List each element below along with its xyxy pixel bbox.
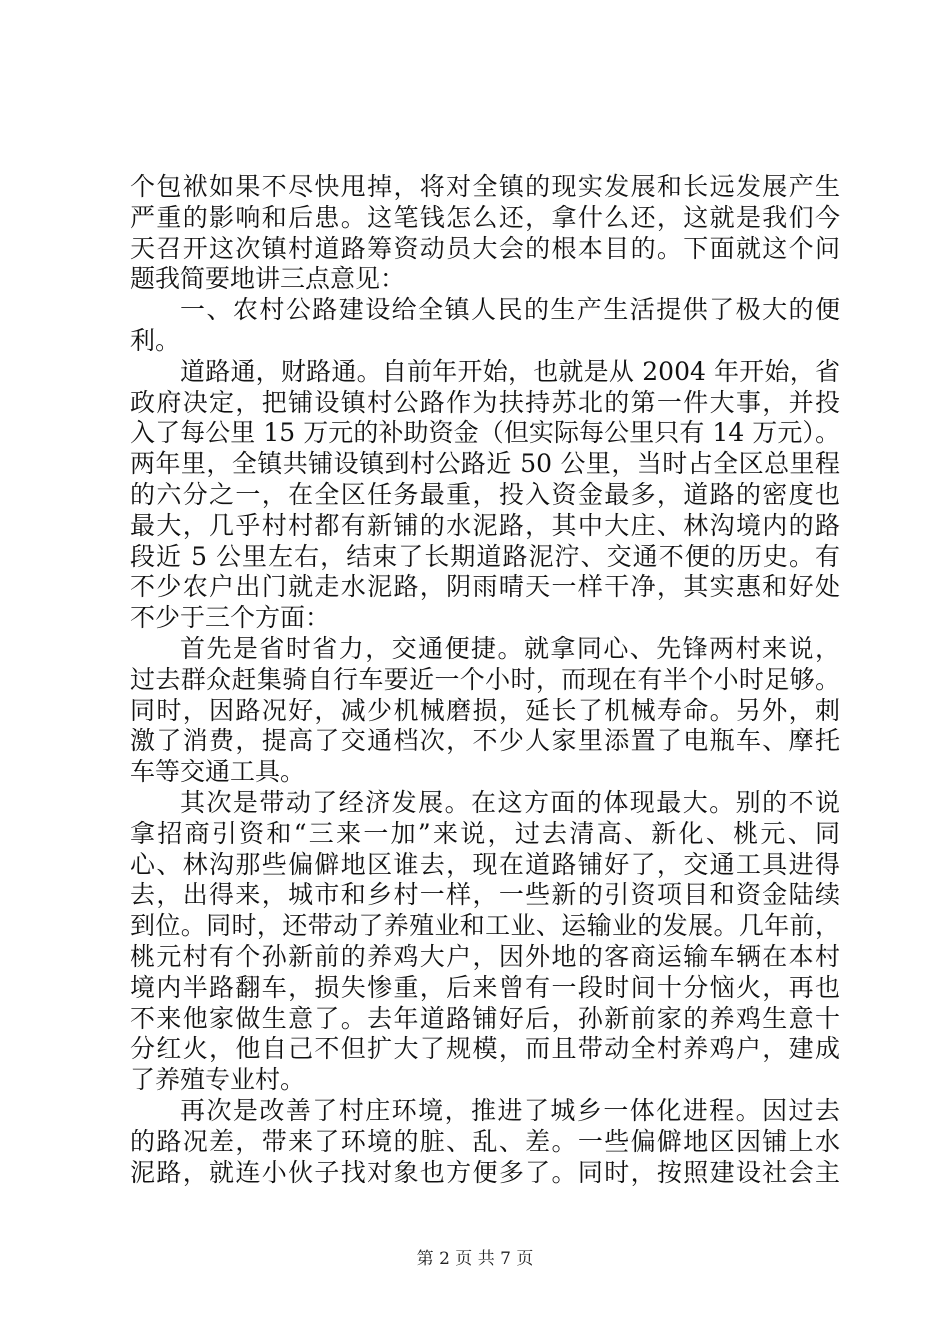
text-line: 桃元村有个孙新前的养鸡大户，因外地的客商运输车辆在本村 bbox=[130, 941, 840, 971]
text-line: 最大，几乎村村都有新铺的水泥路，其中大庄、林沟境内的路 bbox=[130, 510, 840, 540]
text-line: 的路况差，带来了环境的脏、乱、差。一些偏僻地区因铺上水 bbox=[130, 1126, 840, 1156]
text-line: 一、农村公路建设给全镇人民的生产生活提供了极大的便 bbox=[180, 295, 840, 325]
text-line: 两年里，全镇共铺设镇到村公路近 50 公里，当时占全区总里程 bbox=[130, 449, 840, 479]
text-line: 分红火，他自己不但扩大了规模，而且带动全村养鸡户，建成 bbox=[130, 1034, 840, 1064]
text-line: 过去群众赶集骑自行车要近一个小时，而现在有半个小时足够。 bbox=[130, 664, 840, 694]
text-line: 去，出得来，城市和乡村一样，一些新的引资项目和资金陆续 bbox=[130, 880, 840, 910]
text-line: 车等交通工具。 bbox=[130, 757, 306, 787]
text-line: 了养殖专业村。 bbox=[130, 1065, 306, 1095]
text-line: 同时，因路况好，减少机械磨损，延长了机械寿命。另外，刺 bbox=[130, 695, 840, 725]
text-line: 段近 5 公里左右，结束了长期道路泥泞、交通不便的历史。有 bbox=[130, 541, 840, 571]
text-line: 政府决定，把铺设镇村公路作为扶持苏北的第一件大事，并投 bbox=[130, 387, 840, 417]
text-line: 利。 bbox=[130, 325, 181, 355]
text-line: 天召开这次镇村道路筹资动员大会的根本目的。下面就这个问 bbox=[130, 233, 840, 263]
text-line: 道路通，财路通。自前年开始，也就是从 2004 年开始，省 bbox=[180, 356, 840, 386]
text-line: 严重的影响和后患。这笔钱怎么还，拿什么还，这就是我们今 bbox=[130, 202, 840, 232]
text-line: 心、林沟那些偏僻地区谁去，现在道路铺好了，交通工具进得 bbox=[130, 849, 840, 879]
text-line: 泥路，就连小伙子找对象也方便多了。同时，按照建设社会主 bbox=[130, 1157, 840, 1187]
text-line: 其次是带动了经济发展。在这方面的体现最大。别的不说 bbox=[180, 787, 840, 817]
page-number: 第 2 页 共 7 页 bbox=[416, 1249, 534, 1269]
text-line: 不来他家做生意了。去年道路铺好后，孙新前家的养鸡生意十 bbox=[130, 1003, 840, 1033]
document-body bbox=[130, 172, 840, 1188]
text-line: 到位。同时，还带动了养殖业和工业、运输业的发展。几年前， bbox=[130, 911, 840, 941]
text-line: 境内半路翻车，损失惨重，后来曾有一段时间十分恼火，再也 bbox=[130, 972, 840, 1002]
text-line: 的六分之一，在全区任务最重，投入资金最多，道路的密度也 bbox=[130, 479, 840, 509]
text-line: 再次是改善了村庄环境，推进了城乡一体化进程。因过去 bbox=[180, 1095, 840, 1125]
text-line: 首先是省时省力，交通便捷。就拿同心、先锋两村来说， bbox=[180, 633, 840, 663]
text-line: 激了消费，提高了交通档次，不少人家里添置了电瓶车、摩托 bbox=[130, 726, 840, 756]
text-line: 题我简要地讲三点意见： bbox=[130, 264, 406, 294]
text-line: 不少农户出门就走水泥路，阴雨晴天一样干净，其实惠和好处 bbox=[130, 572, 840, 602]
text-line: 入了每公里 15 万元的补助资金（但实际每公里只有 14 万元）。 bbox=[130, 418, 840, 448]
text-line: 拿招商引资和“三来一加”来说，过去清高、新化、桃元、同 bbox=[130, 818, 840, 848]
text-line: 个包袱如果不尽快甩掉，将对全镇的现实发展和长远发展产生 bbox=[130, 172, 840, 201]
text-line: 不少于三个方面： bbox=[130, 603, 331, 633]
